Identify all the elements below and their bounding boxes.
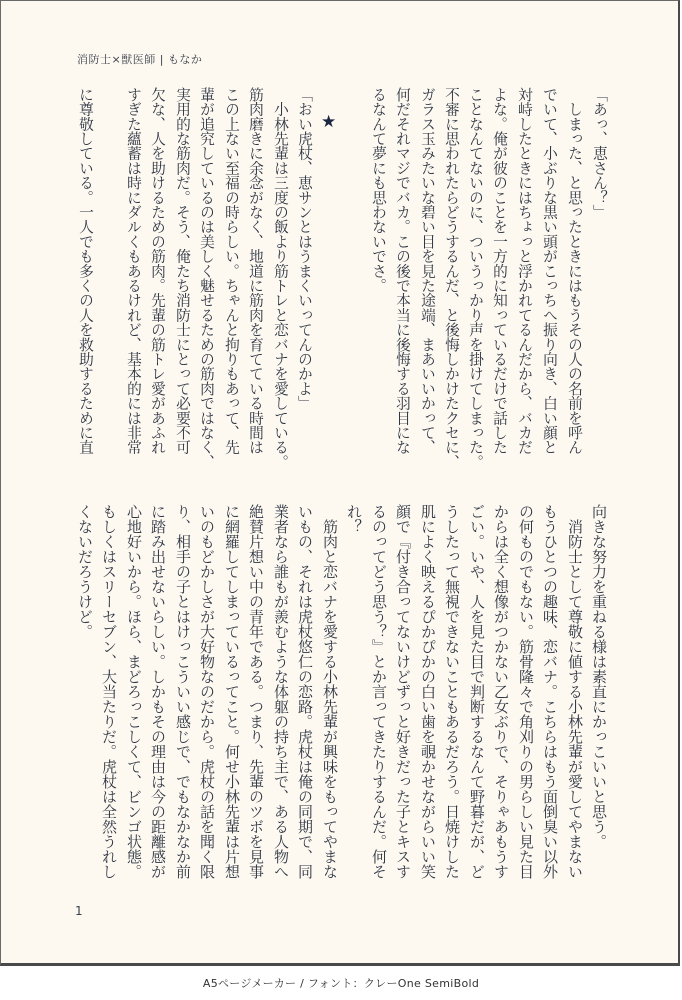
text-column: の何ものでもない。筋骨隆々で角刈りの男らしい見た目: [517, 504, 535, 879]
text-column: でいて、小ぶりな黒い頭がこっちへ振り向き、白い顔と: [541, 87, 558, 455]
caption: A5ページメーカー / フォント：クレーOne SemiBold: [202, 977, 480, 990]
text-column: るなんて夢にも思わないでさ。: [370, 87, 387, 293]
text-column: 向きな努力を重ねる様は素直にかっこいいと思う。: [590, 504, 608, 849]
header-author: もなか: [167, 53, 203, 66]
text-column: よな。俺が彼のことを一方的に知っているだけで話した: [491, 87, 508, 455]
header-title: 消防士×獣医師: [77, 53, 156, 66]
text-column: 肌によく映えるぴかぴかの白い歯を覗かせながらいい笑: [419, 504, 437, 879]
text-column: 筋肉と恋バナを愛する小林先輩が興味をもってやまな: [321, 504, 339, 879]
text-column: 小林先輩は三度の飯より筋トレと恋バナを愛している。: [272, 87, 289, 470]
text-column: この上ない至福の時らしい。ちゃんと拘りもあって、先: [223, 87, 240, 455]
text-column: 輩が追究しているのは美しく魅せるための筋肉ではなく、: [198, 87, 215, 470]
header-separator: |: [159, 53, 164, 66]
text-column: くないだろうけど。: [76, 504, 94, 639]
text-column: もしくはスリーセブン、大当たりだ。虎杖は全然うれし: [100, 504, 118, 879]
page-number: 1: [75, 904, 83, 918]
text-column: に踏み出せないらしい。しかもその理由は今の距離感が: [149, 504, 167, 879]
text-column: 業者なら誰もが羨むような体躯の持ち主で、ある人物へ: [272, 504, 290, 879]
text-column: すぎた蘊蓄は時にダルくもあるけれど、基本的には非常: [125, 87, 142, 455]
scene-break-star-icon: ★: [321, 112, 337, 132]
text-column: 顔で『付き合ってないけどずっと好きだった子とキスす: [394, 504, 412, 879]
text-column: り、相手の子とはけっこういい感じで、でもなかなか前: [174, 504, 192, 879]
text-column: いもの、それは虎杖悠仁の恋路。虎杖は俺の同期で、同: [296, 504, 314, 879]
text-column: 何だそれマジでバカ。この後で本当に後悔する羽目にな: [394, 87, 411, 455]
text-column: 筋肉磨きに余念がなく、地道に筋肉を育てている時間は: [247, 87, 264, 455]
text-column: うしたって無視できないこともあるだろう。日焼けした: [443, 504, 461, 879]
text-column: れ？: [345, 504, 363, 534]
text-column: に網羅してしまっているってこと。何せ小林先輩は片想: [223, 504, 241, 879]
text-column: いのもどかしさが大好物なのだから。虎杖の話を聞く限: [198, 504, 216, 879]
text-column: からは全く想像がつかない乙女ぶりで、そりゃあもうす: [492, 504, 510, 879]
text-column: 心地好いから。ほら、まどろっこしくて、ビンゴ状態。: [125, 504, 143, 879]
text-column: ごい。いや、人を見た目で判断するなんて野暮だが、ど: [468, 504, 486, 879]
text-column: 対峙したときにはちょっと浮かれてるんだから、バカだ: [516, 87, 533, 455]
running-header: [77, 51, 202, 67]
text-column: 実用的な筋肉だ。そう、俺たち消防士にとって必要不可: [174, 87, 191, 455]
text-column: 消防士として尊敬に値する小林先輩が愛してやまない: [566, 504, 584, 879]
text-column: 不審に思われたらどうするんだ、と後悔しかけたクセに、: [443, 87, 460, 470]
text-column: 「あっ、恵さん？」: [591, 87, 608, 220]
text-column: 絶賛片想い中の青年である。つまり、先輩のツボを見事: [247, 504, 265, 879]
text-column: ガラス玉みたいな碧い目を見た途端、まあいいかって、: [419, 87, 436, 455]
text-column: るのってどう思う？』とか言ってきたりするんだ。何そ: [370, 504, 388, 879]
text-column: もうひとつの趣味、恋バナ。こちらはもう面倒臭い以外: [541, 504, 559, 879]
text-column: 「おい虎杖、恵サンとはうまくいってんのかよ」: [296, 87, 313, 411]
text-column: しまった、と思ったときにはもうその人の名前を呼ん: [566, 87, 583, 455]
text-column: に尊敬している。一人でも多くの人を救助するために直: [77, 87, 94, 455]
text-column: ことなんてないのに、ついうっかり声を掛けてしまった。: [467, 87, 484, 470]
text-column: 欠な、人を助けるための筋肉。先輩の筋トレ愛があふれ: [149, 87, 166, 455]
